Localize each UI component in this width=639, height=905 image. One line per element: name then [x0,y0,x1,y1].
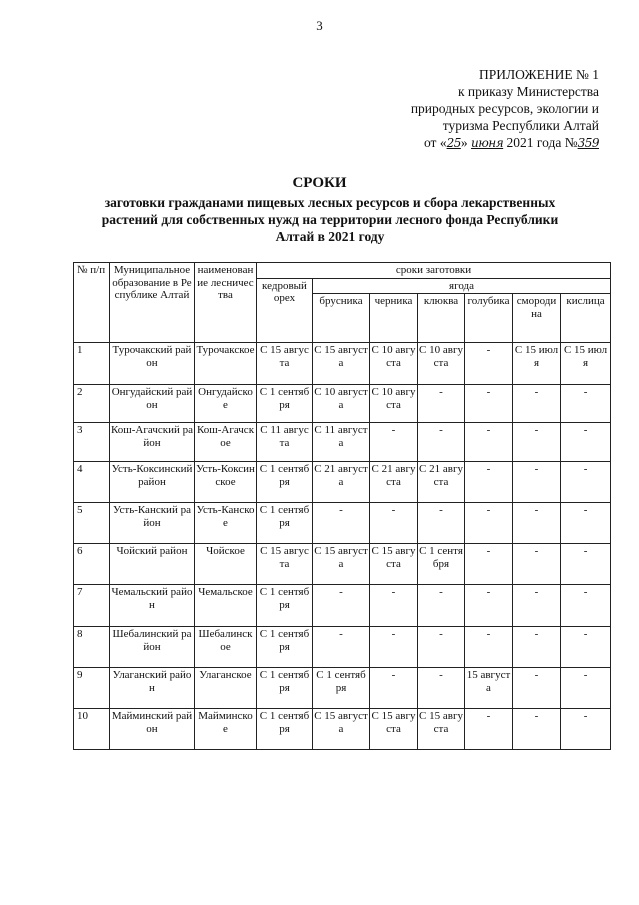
row-forestry: Кош-Агачское [195,423,257,462]
row-number: 7 [74,585,110,627]
row-berry-period: С 15 июля [561,343,611,385]
row-berry-period: С 11 августа [313,423,370,462]
row-berry-period: - [513,668,561,709]
row-berry-period: - [313,627,370,668]
row-berry-period: - [561,585,611,627]
row-berry-period: - [465,385,513,423]
appendix-block [411,66,599,152]
row-berry-period: - [418,627,465,668]
header-cedar: кедровый орех [257,278,313,343]
row-number: 1 [74,343,110,385]
row-berry-period: 15 августа [465,668,513,709]
row-berry-period: - [513,627,561,668]
row-berry-period: С 21 августа [418,462,465,503]
row-berry-period: - [465,462,513,503]
document-subtitle: заготовки гражданами пищевых лесных ресурсов и сбора лекарственных растений для собственных нужд на территории лесного фонда Республики Алтай в 2021 году [101,195,559,244]
row-municipality: Чемальский район [110,585,195,627]
row-berry-period: С 15 августа [370,544,418,585]
date-mid: » [460,135,471,150]
table-row [74,544,611,585]
harvest-periods-table [73,262,611,750]
row-berry-period: - [561,709,611,750]
row-berry-period: - [465,544,513,585]
row-berry-period: - [513,462,561,503]
row-berry-period: С 21 августа [313,462,370,503]
row-berry-period: С 10 августа [313,385,370,423]
header-berry-type: брусника [313,294,370,343]
row-berry-period: - [513,385,561,423]
row-cedar-period: С 1 сентября [257,585,313,627]
row-cedar-period: С 1 сентября [257,709,313,750]
row-municipality: Усть-Канский район [110,503,195,544]
row-berry-period: - [465,343,513,385]
header-num: № п/п [74,263,110,343]
table-row [74,585,611,627]
row-berry-period: С 15 августа [370,709,418,750]
row-municipality: Турочакский район [110,343,195,385]
row-berry-period: - [465,503,513,544]
row-berry-period: С 21 августа [370,462,418,503]
row-number: 5 [74,503,110,544]
row-number: 4 [74,462,110,503]
row-forestry: Улаганское [195,668,257,709]
header-berry-type: голубика [465,294,513,343]
row-forestry: Шебалинское [195,627,257,668]
table-header-row [74,263,611,279]
document-title: СРОКИ [292,175,347,191]
row-berry-period: - [561,423,611,462]
row-berry-period: - [561,627,611,668]
appendix-line: ПРИЛОЖЕНИЕ № 1 [478,67,599,82]
row-municipality: Шебалинский район [110,627,195,668]
row-cedar-period: С 15 августа [257,343,313,385]
row-berry-period: - [465,627,513,668]
row-berry-period: - [513,544,561,585]
row-cedar-period: С 1 сентября [257,385,313,423]
row-municipality: Онгудайский район [110,385,195,423]
row-forestry: Чойское [195,544,257,585]
row-cedar-period: С 1 сентября [257,462,313,503]
row-municipality: Чойский район [110,544,195,585]
row-number: 8 [74,627,110,668]
row-berry-period: - [370,585,418,627]
row-berry-period: - [370,627,418,668]
appendix-line: к приказу Министерства [457,84,599,99]
table-row [74,343,611,385]
row-cedar-period: С 15 августа [257,544,313,585]
row-berry-period: С 10 августа [370,385,418,423]
row-berry-period: С 15 августа [313,709,370,750]
row-berry-period: - [561,668,611,709]
row-municipality: Майминский район [110,709,195,750]
table-row [74,709,611,750]
header-berry: ягода [313,278,611,294]
row-cedar-period: С 1 сентября [257,503,313,544]
row-municipality: Улаганский район [110,668,195,709]
date-year: 2021 года № [503,135,578,150]
row-municipality: Усть-Коксинский район [110,462,195,503]
row-berry-period: - [313,585,370,627]
row-cedar-period: С 11 августа [257,423,313,462]
row-berry-period: - [465,423,513,462]
row-number: 10 [74,709,110,750]
row-berry-period: С 15 июля [513,343,561,385]
table-row [74,627,611,668]
row-forestry: Усть-Коксинское [195,462,257,503]
row-forestry: Чемальское [195,585,257,627]
row-berry-period: - [370,423,418,462]
appendix-line: природных ресурсов, экологии и [410,101,599,116]
row-forestry: Майминское [195,709,257,750]
row-number: 9 [74,668,110,709]
table-row [74,385,611,423]
row-berry-period: С 10 августа [370,343,418,385]
row-berry-period: - [418,585,465,627]
row-berry-period: - [370,668,418,709]
row-berry-period: - [561,385,611,423]
row-forestry: Усть-Канское [195,503,257,544]
header-periods: сроки заготовки [257,263,611,279]
order-date-line [411,134,599,152]
row-berry-period: - [418,423,465,462]
row-berry-period: - [418,503,465,544]
header-municipality: Муниципальное образование в Республике Алтай [110,263,195,343]
row-number: 6 [74,544,110,585]
header-berry-type: клюква [418,294,465,343]
row-forestry: Онгудайское [195,385,257,423]
row-berry-period: - [513,503,561,544]
row-berry-period: - [418,668,465,709]
header-berry-type: смородина [513,294,561,343]
row-number: 3 [74,423,110,462]
row-berry-period: - [370,503,418,544]
row-forestry: Турочакское [195,343,257,385]
page-number: 3 [316,18,323,33]
row-berry-period: - [465,585,513,627]
row-cedar-period: С 1 сентября [257,668,313,709]
header-forestry: наименование лесничества [195,263,257,343]
row-berry-period: - [561,503,611,544]
appendix-line: туризма Республики Алтай [442,118,599,133]
row-berry-period: - [313,503,370,544]
row-cedar-period: С 1 сентября [257,627,313,668]
row-berry-period: С 15 августа [313,343,370,385]
date-prefix: от « [423,135,447,150]
row-berry-period: С 1 сентября [313,668,370,709]
row-berry-period: - [561,544,611,585]
row-berry-period: - [465,709,513,750]
order-number: 359 [577,136,599,150]
table-row [74,423,611,462]
date-day: 25 [446,136,461,150]
row-berry-period: С 1 сентября [418,544,465,585]
table-row [74,668,611,709]
table-row [74,503,611,544]
row-berry-period: - [561,462,611,503]
row-berry-period: - [418,385,465,423]
row-berry-period: - [513,709,561,750]
header-berry-type: черника [370,294,418,343]
row-berry-period: С 15 августа [313,544,370,585]
row-berry-period: С 10 августа [418,343,465,385]
date-month: июня [471,136,504,150]
table-row [74,462,611,503]
row-berry-period: С 15 августа [418,709,465,750]
row-municipality: Кош-Агачский район [110,423,195,462]
row-berry-period: - [513,585,561,627]
row-berry-period: - [513,423,561,462]
header-berry-type: кислица [561,294,611,343]
row-number: 2 [74,385,110,423]
